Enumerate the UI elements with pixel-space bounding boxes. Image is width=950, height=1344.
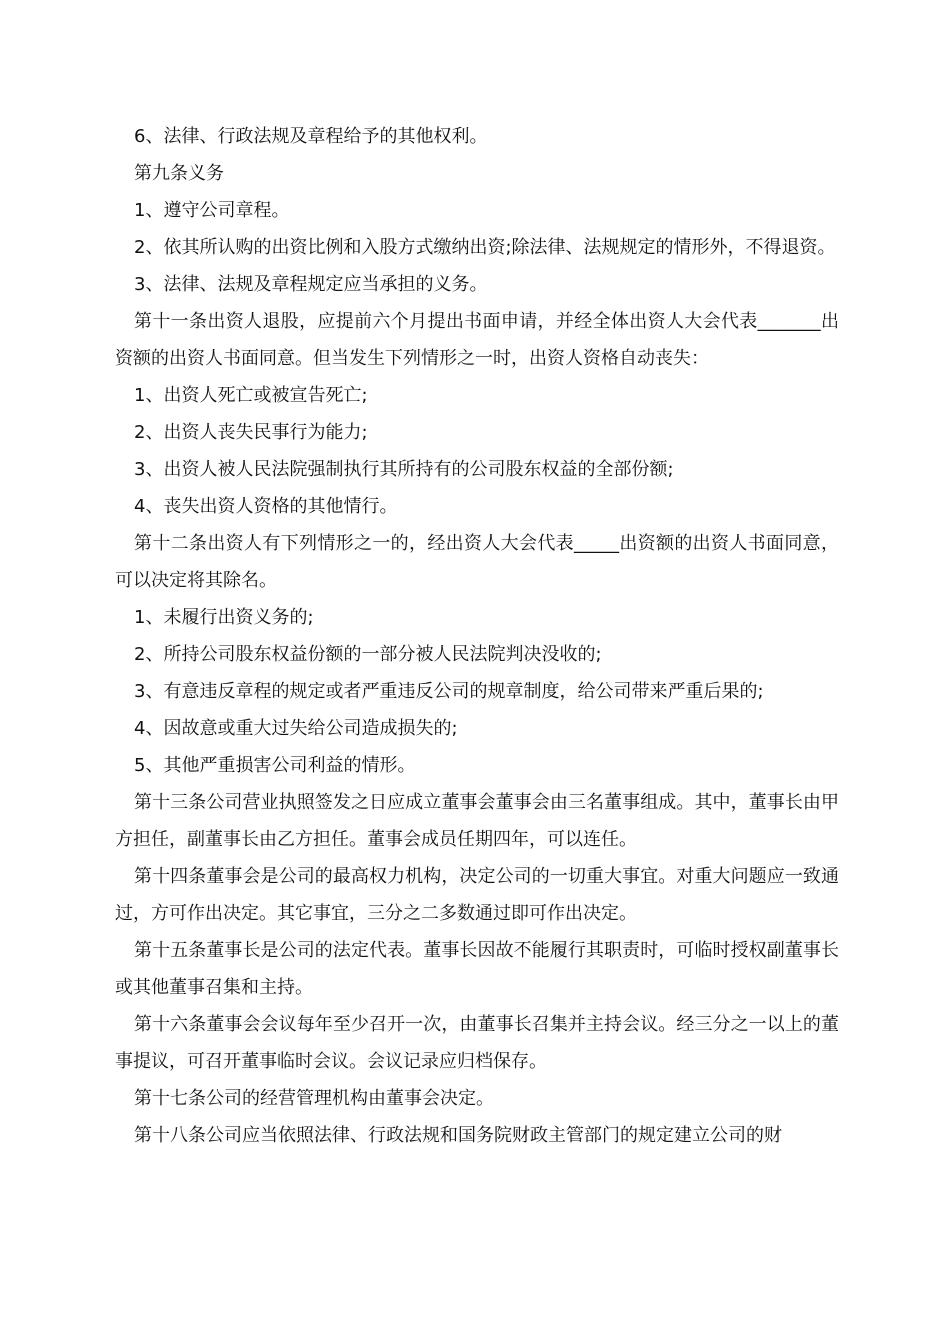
article-15: 第十五条董事长是公司的法定代表。董事长因故不能履行其职责时，可临时授权副董事长或其他董事召集和主持。	[115, 940, 839, 998]
article-11: 第十一条出资人退股，应提前六个月提出书面申请，并经全体出资人大会代表_______出资额的出资人书面同意。但当发生下列情形之一时，出资人资格自动丧失：	[115, 311, 839, 369]
article-13: 第十三条公司营业执照签发之日应成立董事会董事会由三名董事组成。其中，董事长由甲方担任，副董事长由乙方担任。董事会成员任期四年，可以连任。	[115, 792, 839, 850]
loss-item-4: 4、丧失出资人资格的其他情行。	[134, 496, 398, 517]
obligation-item-3: 3、法律、法规及章程规定应当承担的义务。	[134, 274, 488, 295]
loss-item-3: 3、出资人被人民法院强制执行其所持有的公司股东权益的全部份额;	[134, 459, 674, 480]
obligation-item-2: 2、依其所认购的出资比例和入股方式缴纳出资;除法律、法规规定的情形外，不得退资。	[134, 237, 836, 258]
loss-item-1: 1、出资人死亡或被宣告死亡;	[134, 385, 368, 406]
removal-item-4: 4、因故意或重大过失给公司造成损失的;	[134, 718, 458, 739]
document-body	[115, 118, 839, 1154]
obligation-item-1: 1、遵守公司章程。	[134, 200, 290, 221]
article-14: 第十四条董事会是公司的最高权力机构，决定公司的一切重大事宜。对重大问题应一致通过，方可作出决定。其它事宜，三分之二多数通过即可作出决定。	[115, 866, 839, 924]
article-9-heading: 第九条义务	[134, 163, 224, 184]
article-18: 第十八条公司应当依照法律、行政法规和国务院财政主管部门的规定建立公司的财	[134, 1125, 782, 1146]
article-17: 第十七条公司的经营管理机构由董事会决定。	[134, 1088, 494, 1109]
removal-item-2: 2、所持公司股东权益份额的一部分被人民法院判决没收的;	[134, 644, 602, 665]
article-16: 第十六条董事会会议每年至少召开一次，由董事长召集并主持会议。经三分之一以上的董事提议，可召开董事临时会议。会议记录应归档保存。	[115, 1014, 839, 1072]
removal-item-5: 5、其他严重损害公司利益的情形。	[134, 755, 416, 776]
paragraph-right-6: 6、法律、行政法规及章程给予的其他权利。	[134, 126, 488, 147]
removal-item-3: 3、有意违反章程的规定或者严重违反公司的规章制度，给公司带来严重后果的;	[134, 681, 764, 702]
loss-item-2: 2、出资人丧失民事行为能力;	[134, 422, 368, 443]
article-12: 第十二条出资人有下列情形之一的，经出资人大会代表_____出资额的出资人书面同意，可以决定将其除名。	[115, 533, 839, 591]
removal-item-1: 1、未履行出资义务的;	[134, 607, 314, 628]
